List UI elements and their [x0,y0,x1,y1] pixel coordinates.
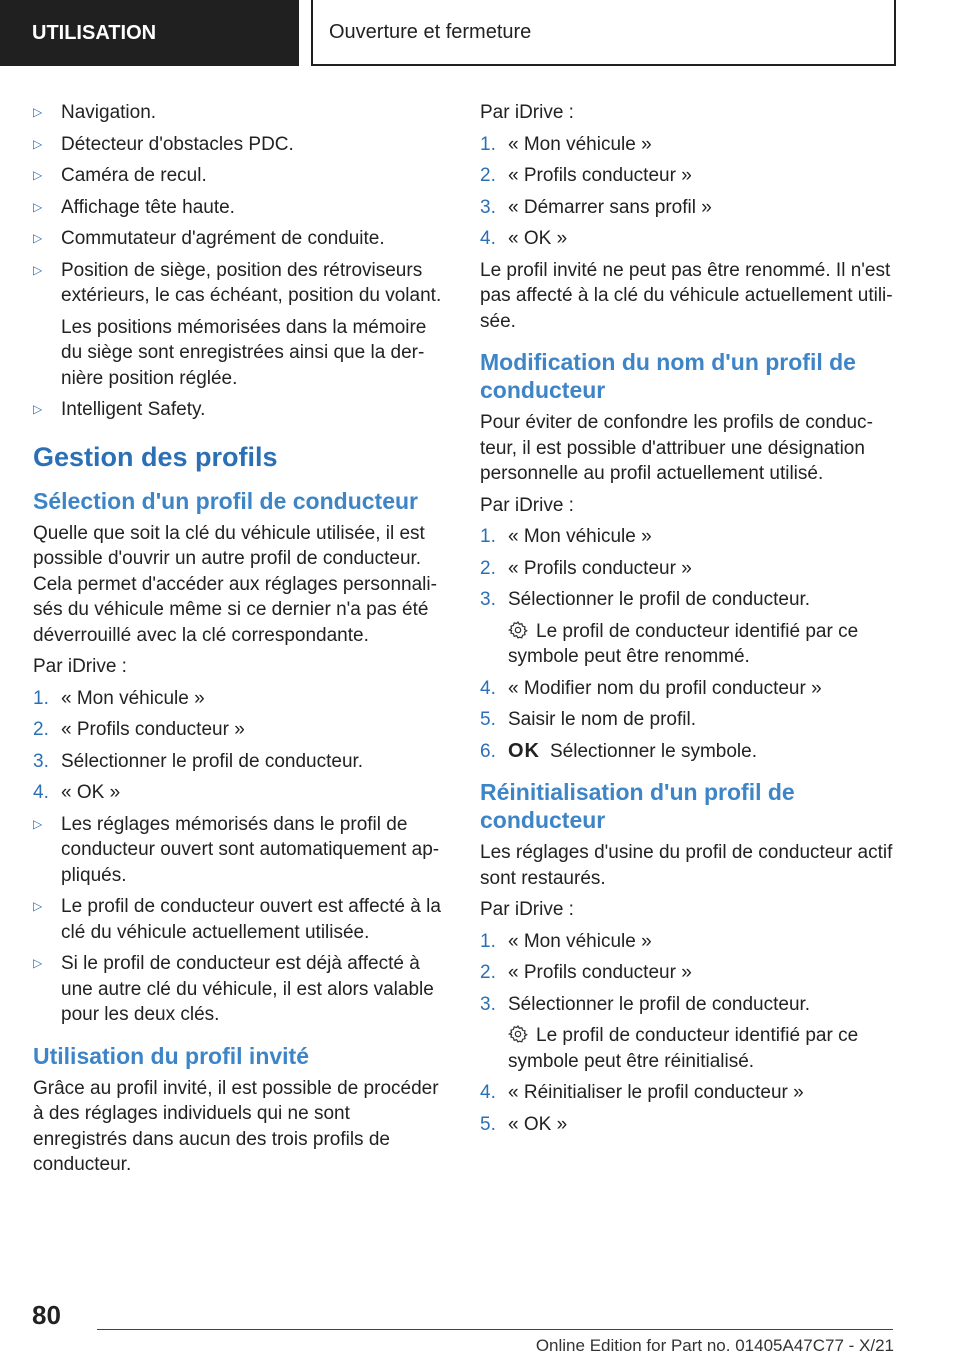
gear-icon [508,620,528,640]
footer-edition: Online Edition for Part no. 01405A47C77 - X/21 [535,1336,894,1355]
list-item: 4. « Réinitialiser le profil conducteur » [480,1082,804,1103]
triangle-bullet-icon: ▷ [33,136,43,151]
paragraph-reinit: Les réglages d'usine du profil de conducteur actif sont restaurés. [480,842,893,889]
list-item: 4. « Modifier nom du profil conducteur » [480,677,822,699]
subsection-heading-selection: Sélection d'un profil de conducteur [33,487,418,514]
subsection-heading-invite: Utilisation du profil invité [33,1042,309,1069]
header-section-tab [0,0,299,66]
triangle-bullet-icon: ▷ [33,168,43,182]
list-item: ▷ Les réglages mémorisés dans le profil de conducteur ouvert sont automatiquement appliqués. [33,813,440,886]
list-item: 6. OK Sélectionner le symbole. [480,739,896,765]
paragraph-modification: Pour éviter de confondre les profils de conducteur, il est possible d'attribuer une désignation personnelle au profil actuellement utilisé. [480,412,873,484]
paragraph-invite: Grâce au profil invité, il est possible de procéder à des réglages individuels qui ne sont enregistrés dans aucun des trois profils de conducteur. [33,1077,439,1175]
section-heading-gestion: Gestion des profils [33,441,278,472]
list-item: 5. « OK » [480,1113,568,1135]
paragraph-par-idrive: Par iDrive : [480,899,574,920]
paragraph-par-idrive: Par iDrive : [480,494,574,516]
paragraph-guest-note: Le profil invité ne peut pas être renommé. Il n'est pas affecté à la clé du véhicule actuellement utilisée. [480,259,893,332]
ok-icon: OK [508,739,540,762]
list-item: ▷ Caméra de recul. [33,163,449,189]
steps-list-reset [480,929,896,1138]
triangle-bullet-icon: ▷ [33,402,43,416]
result-bullet-list [33,812,449,1028]
list-item: 3. « Démarrer sans profil » [480,196,712,218]
list-item: ▷ Commutateur d'agrément de conduite. [33,226,449,252]
header-chapter-tab [311,0,896,66]
list-item: ▷ Navigation. [33,100,449,126]
header-chapter-label: Ouverture et fermeture [329,20,532,43]
list-item-note: Les positions mémorisées dans la mémoire du siège sont enregistrées ainsi que la dernière position réglée. [61,316,427,389]
triangle-bullet-icon: ▷ [33,262,43,277]
paragraph-selection: Quelle que soit la clé du véhicule utilisée, il est possible d'ouvrir un autre profil de conducteur. Cela permet d'accéder aux réglages personnalisés du véhicule même si ce dernier n'a pas été déverrouillé avec la clé correspondante. [33,522,437,646]
header-section-label: UTILISATION [32,21,157,44]
gear-icon [508,1024,528,1044]
left-column [33,100,449,1184]
list-item: 5. Saisir le nom de profil. [480,709,696,730]
list-item: ▷ Le profil de conducteur ouvert est affecté à la clé du véhicule actuellement utilisée. [33,896,441,943]
list-item: 4. « OK » [33,782,121,803]
list-item-note: Le profil de conducteur identifié par ce symbole peut être réinitialisé. [508,1025,859,1072]
list-item: 3. Sélectionner le profil de conducteur. [33,750,364,772]
footer-divider [97,1329,893,1330]
right-column [480,100,896,1143]
triangle-bullet-icon: ▷ [33,956,43,970]
list-item: ▷ Affichage tête haute. [33,195,449,221]
triangle-bullet-icon: ▷ [33,199,43,214]
list-item: 2. « Profils conducteur » [33,719,245,740]
triangle-bullet-icon: ▷ [33,816,43,831]
list-item: ▷ Détecteur d'obstacles PDC. [33,132,449,158]
paragraph-par-idrive: Par iDrive : [33,656,127,677]
page-number: 80 [32,1300,61,1330]
list-item: ▷ Si le profil de conducteur est déjà affecté à une autre clé du véhicule, il est alors valable pour les deux clés. [33,953,434,1025]
list-item: ▷ Intelligent Safety. [33,397,449,423]
list-item: 1. « Mon véhicule » [480,133,652,155]
list-item-note: Le profil de conducteur identifié par ce symbole peut être renommé. [508,620,859,667]
triangle-bullet-icon: ▷ [33,899,43,913]
list-item: 4. « OK » [480,228,568,249]
feature-bullet-list [33,100,449,423]
list-item: ▷ Position de siège, position des rétroviseurs extérieurs, le cas échéant, position du volant. Les positions mémorisées dans la mémoire du siège sont enregistrées ainsi que la dernière position réglée. [33,258,449,392]
steps-list-selection [33,686,449,806]
list-item: 1. « Mon véhicule » [480,930,652,952]
subsection-heading-modification: Modification du nom d'un profil de conducteur [480,349,856,403]
list-item: 1. « Mon véhicule » [33,687,205,709]
list-item: 2. « Profils conducteur » [480,962,692,983]
list-item: 3. Sélectionner le profil de conducteur. Le profil de conducteur identifié par ce symbole peut être réinitialisé. [480,992,896,1075]
list-item: 2. « Profils conducteur » [480,557,692,579]
paragraph-par-idrive: Par iDrive : [480,102,574,123]
triangle-bullet-icon: ▷ [33,105,43,119]
list-item: 2. « Profils conducteur » [480,165,692,186]
triangle-bullet-icon: ▷ [33,231,43,245]
steps-list-rename [480,524,896,764]
list-item: 3. Sélectionner le profil de conducteur. Le profil de conducteur identifié par ce symbole peut être renommé. [480,587,896,670]
subsection-heading-reinit: Réinitialisation d'un profil de conducteur [480,779,795,833]
list-item: 1. « Mon véhicule » [480,526,652,547]
steps-list-guest [480,132,896,252]
